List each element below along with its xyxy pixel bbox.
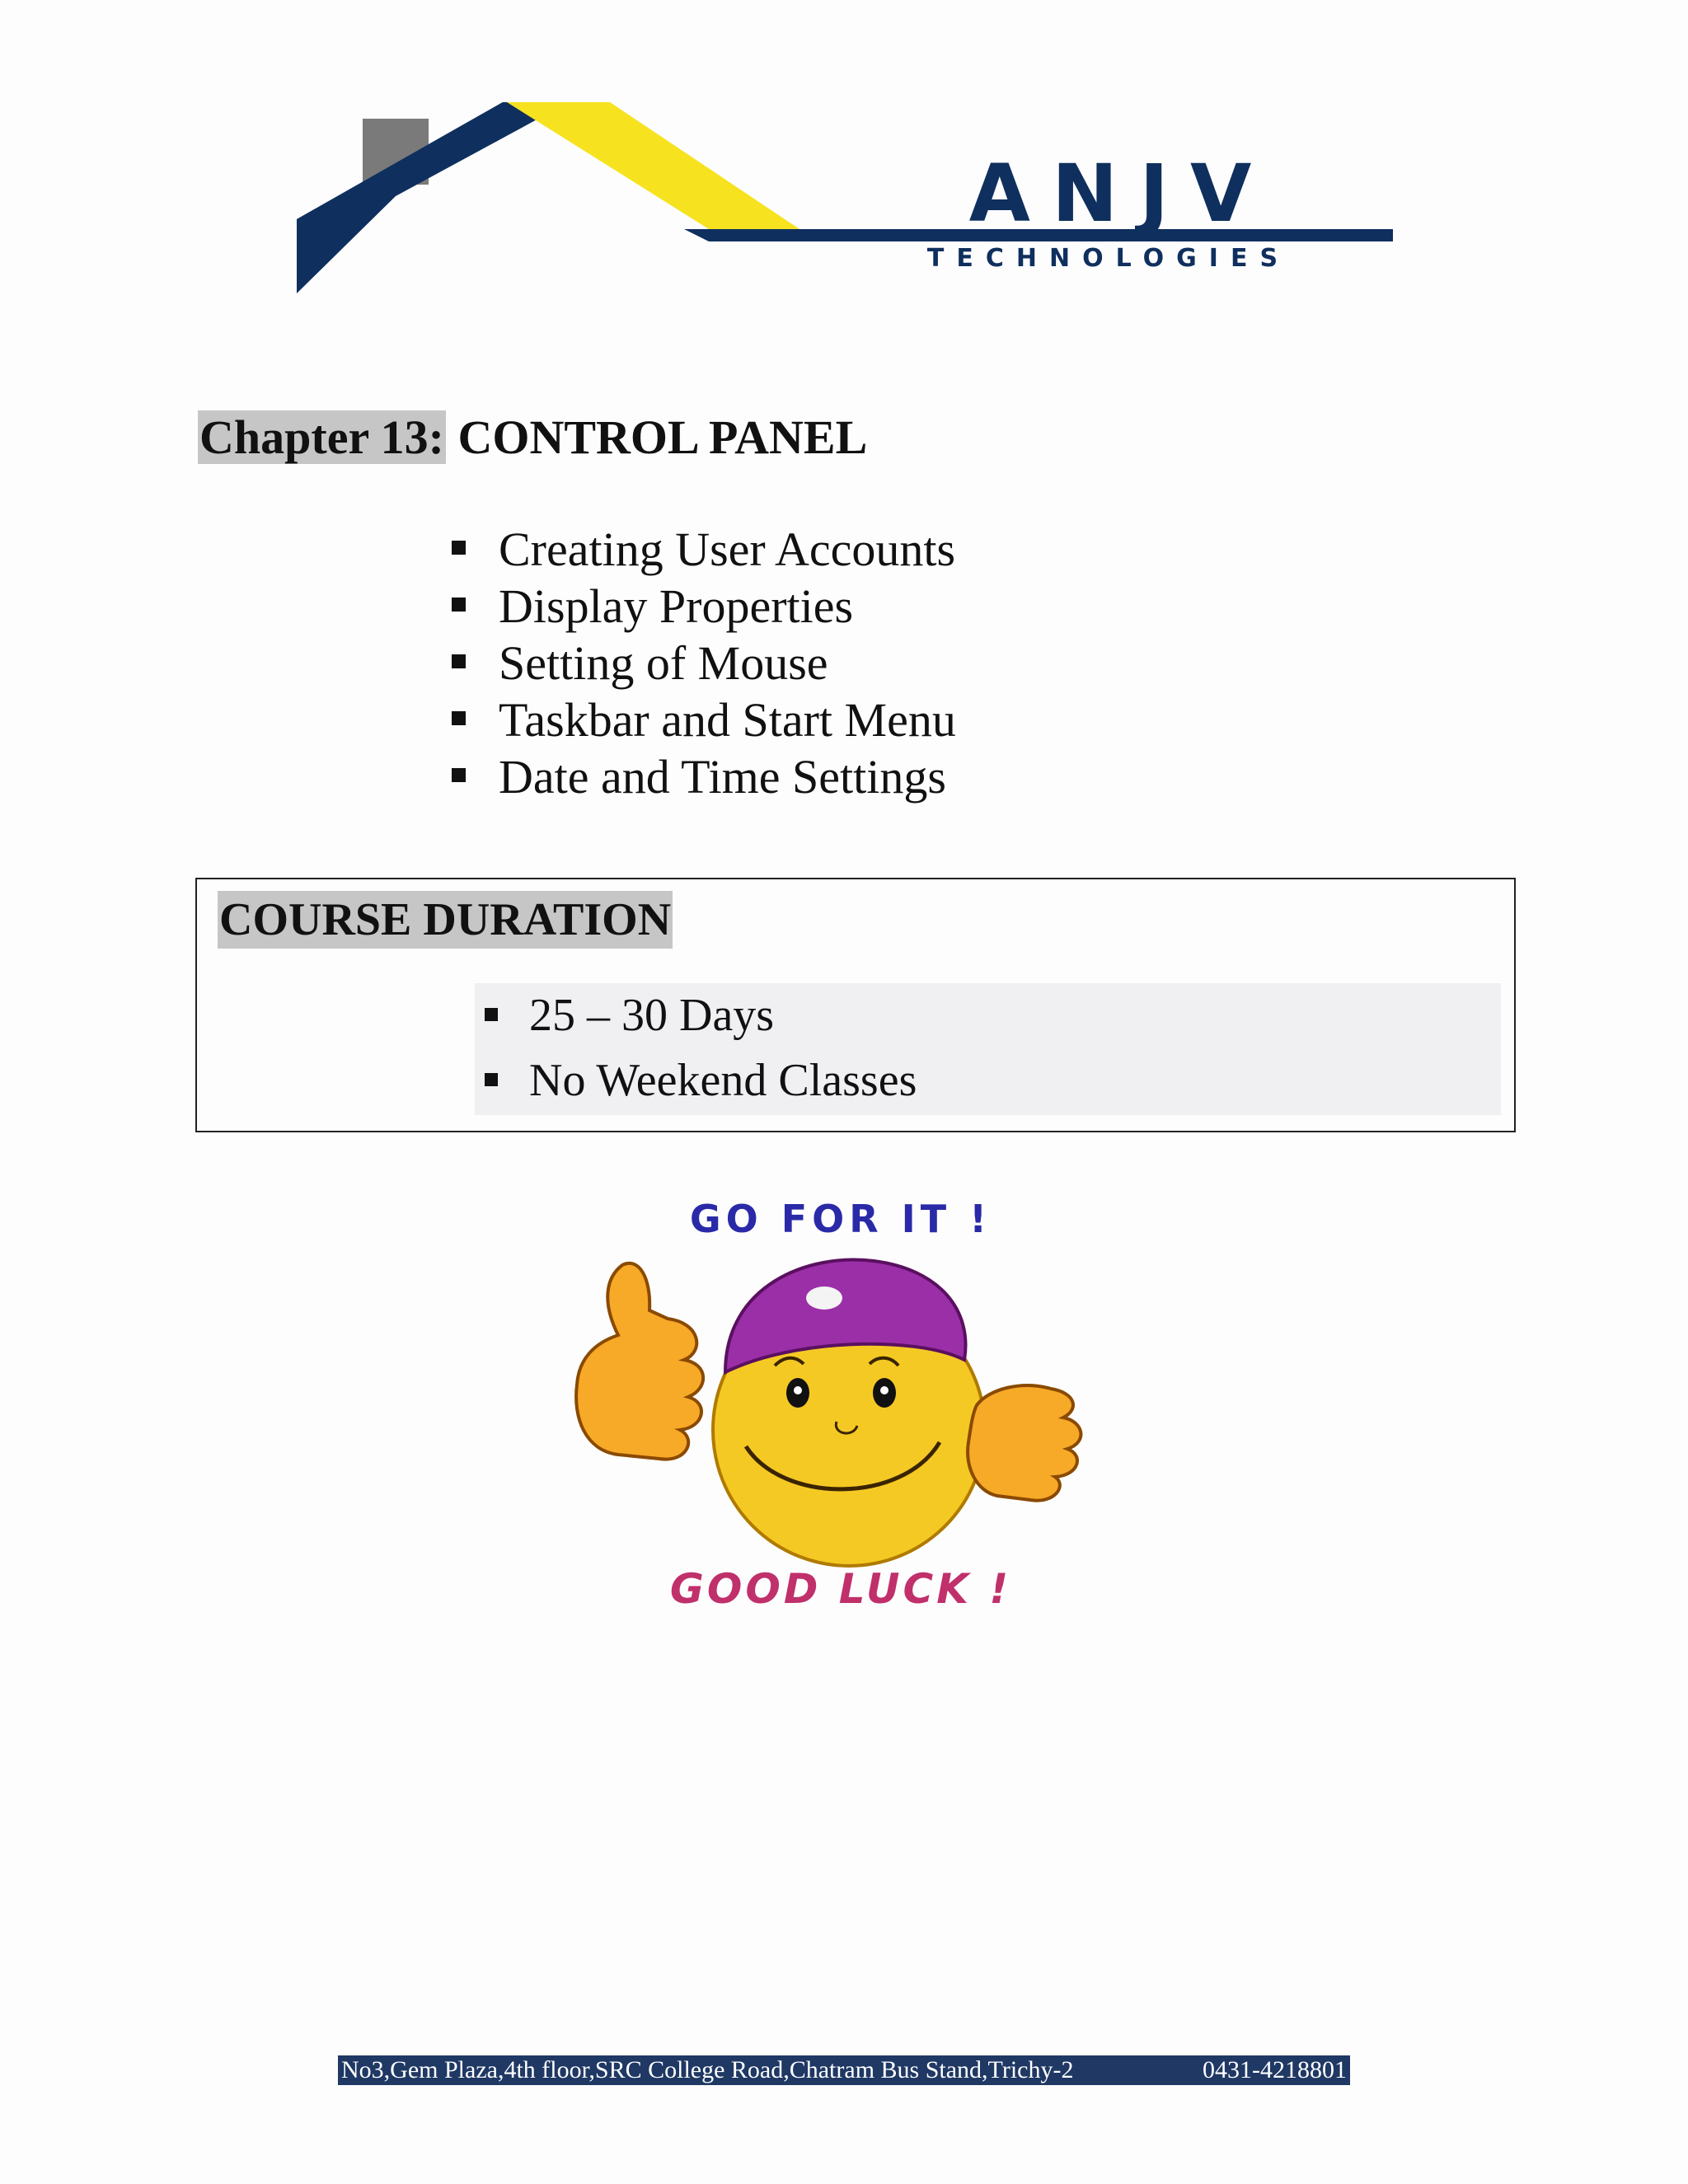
chapter-title: CONTROL PANEL [457, 410, 868, 464]
list-item [445, 635, 956, 691]
bullet-icon [452, 598, 466, 612]
bullet-icon [485, 1008, 498, 1021]
logo-tagline-text: TECHNOLOGIES [926, 244, 1291, 273]
list-item [475, 1048, 1501, 1113]
bullet-icon [452, 654, 466, 668]
bullet-icon [485, 1073, 498, 1086]
footer-bar [338, 2055, 1350, 2085]
list-item [475, 983, 1501, 1048]
topic-list [445, 521, 956, 805]
logo-brand-text: ANJV [968, 148, 1273, 240]
topic-text: Creating User Accounts [499, 523, 956, 576]
duration-text: No Weekend Classes [529, 1055, 917, 1106]
bullet-icon [452, 768, 466, 782]
course-duration-box [195, 878, 1516, 1132]
bullet-icon [452, 711, 466, 725]
bullet-icon [452, 541, 466, 555]
go-for-it-text: GO FOR IT ! [689, 1197, 992, 1241]
duration-text: 25 – 30 Days [529, 990, 775, 1041]
course-duration-list [475, 983, 1501, 1115]
footer-address: No3,Gem Plaza,4th floor,SRC College Road,Chatram Bus Stand,Trichy-2 [341, 2056, 1074, 2083]
topic-text: Date and Time Settings [499, 750, 946, 804]
good-luck-text: GOOD LUCK ! [669, 1565, 1012, 1613]
list-item [445, 578, 956, 635]
topic-text: Taskbar and Start Menu [499, 693, 956, 747]
thumbs-up-smiley-icon [528, 1187, 1170, 1632]
list-item [445, 691, 956, 748]
course-duration-heading: COURSE DURATION [218, 891, 673, 949]
list-item [445, 521, 956, 578]
chapter-label: Chapter 13: [199, 410, 444, 464]
list-item [445, 748, 956, 805]
company-logo [297, 97, 1401, 303]
topic-text: Display Properties [499, 579, 854, 633]
footer-phone: 0431-4218801 [1203, 2056, 1347, 2083]
topic-text: Setting of Mouse [499, 636, 828, 690]
chapter-heading [198, 408, 867, 467]
